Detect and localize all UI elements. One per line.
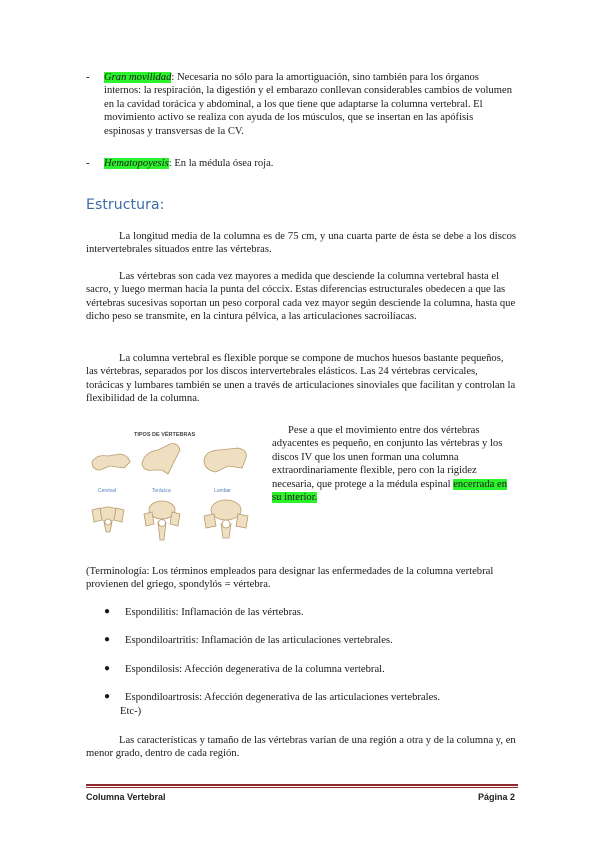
dash-bullet: -: [86, 157, 90, 169]
bullet-dot: ●: [104, 606, 111, 617]
cervical-top-bone: [92, 507, 124, 532]
lumbar-lateral-bone: [204, 448, 246, 472]
footer-rule-thick: [86, 784, 518, 786]
label-cervical: Cervival: [98, 488, 117, 494]
bullet-hematopoyesis: [104, 157, 516, 170]
bullet-text: : En la médula ósea roja.: [168, 158, 274, 169]
highlight-term: Hematopoyesis: [104, 158, 169, 169]
vertebra-illustration: [86, 424, 264, 546]
lumbar-top-bone: [204, 500, 248, 538]
paragraph-longitud: La longitud media de la columna es de 75 cm, y una cuarta parte de ésta se debe a los discos intervertebrales situados entre las vértebras.: [86, 231, 516, 256]
terminology-tail: Etc-): [120, 706, 142, 717]
term-item-espondilosis: Espondilosis: Afección degenerativa de la columna vertebral.: [125, 664, 385, 675]
term-item-espondiloartrosis: Espondiloartrosis: Afección degenerativa de las articulaciones vertebrales.: [125, 692, 441, 703]
side-paragraph-movimiento: [272, 424, 516, 504]
thoracic-lateral-bone: [142, 444, 180, 474]
term-item-espondilitis: Espondilitis: Inflamación de las vértebras.: [125, 607, 304, 618]
footer-title: Columna Vertebral: [86, 792, 166, 802]
bullet-dot: ●: [104, 663, 111, 674]
label-lumbar: Lumbar: [214, 488, 231, 494]
closing-paragraph: Las características y tamaño de las vértebras varían de una región a otra y de la columna y, en menor grado, dentro de cada región.: [86, 735, 516, 760]
term-item-espondiloartritis: Espondiloartritis: Inflamación de las articulaciones vertebrales.: [125, 635, 393, 646]
bullet-dot: ●: [104, 634, 111, 645]
dash-bullet: -: [86, 71, 90, 83]
terminology-intro: (Terminología: Los términos empleados para designar las enfermedades de la columna vertebral provienen del griego, spondylós = vértebra.: [86, 566, 494, 591]
section-heading: Estructura:: [86, 197, 165, 213]
paragraph-flexible: La columna vertebral es flexible porque se compone de muchos huesos bastante pequeños, las vértebras, separados por los discos intervertebrales elásticos. Las 24 vértebras cervicales, torácicas y lumbares también se unen a través de articulaciones sinoviales que facilitan y controlan la flexibilidad de la columna.: [86, 353, 516, 405]
bullet-text: : Necesaria no sólo para la amortiguación, sino también para los órganos internos: la respiración, la digestión y el embarazo conllevan considerables cambios de volumen en la cavidad torácica y abdominal, a los que tiene que adaptarse la columna vertebral. El movimiento activo se realiza con ayuda de los músculos, que se insertan en las apófisis espinosas y transversas de la CV.: [104, 72, 513, 137]
highlight-term: Gran movilidad: [104, 72, 172, 83]
bullet-dot: ●: [104, 691, 111, 702]
side-text-highlight: encerrada en su interior.: [272, 478, 507, 504]
paragraph-vertebras-mayores: Las vértebras son cada vez mayores a medida que desciende la columna vertebral hasta el sacro, y luego merman hacia la punta del cóccix. Estas diferencias estructurales obedecen a que las vértebras sucesivas soportan un peso corporal cada vez mayor según desciende la columna, hasta que dicho peso se transmite, en la cintura pélvica, a las articulaciones sacroilíacas.: [86, 271, 516, 323]
cervical-lateral-bone: [92, 454, 130, 470]
label-toracica: Torácica: [152, 488, 171, 494]
side-text: Pese a que el movimiento entre dos vértebras adyacentes es pequeño, en conjunto las vértebras y los discos IV que los unen forman una columna extraordinariamente flexible, pero con la rigidez necesaria, que protege a la médula espinal: [272, 425, 503, 490]
thoracic-top-bone: [144, 501, 180, 540]
footer-page-number: Página 2: [477, 792, 515, 802]
figure-title: TIPOS DE VÉRTEBRAS: [134, 432, 196, 438]
bullet-gran-movilidad: [104, 71, 516, 138]
footer-rule-thin: [86, 787, 518, 788]
vertebra-types-figure: [86, 424, 264, 546]
